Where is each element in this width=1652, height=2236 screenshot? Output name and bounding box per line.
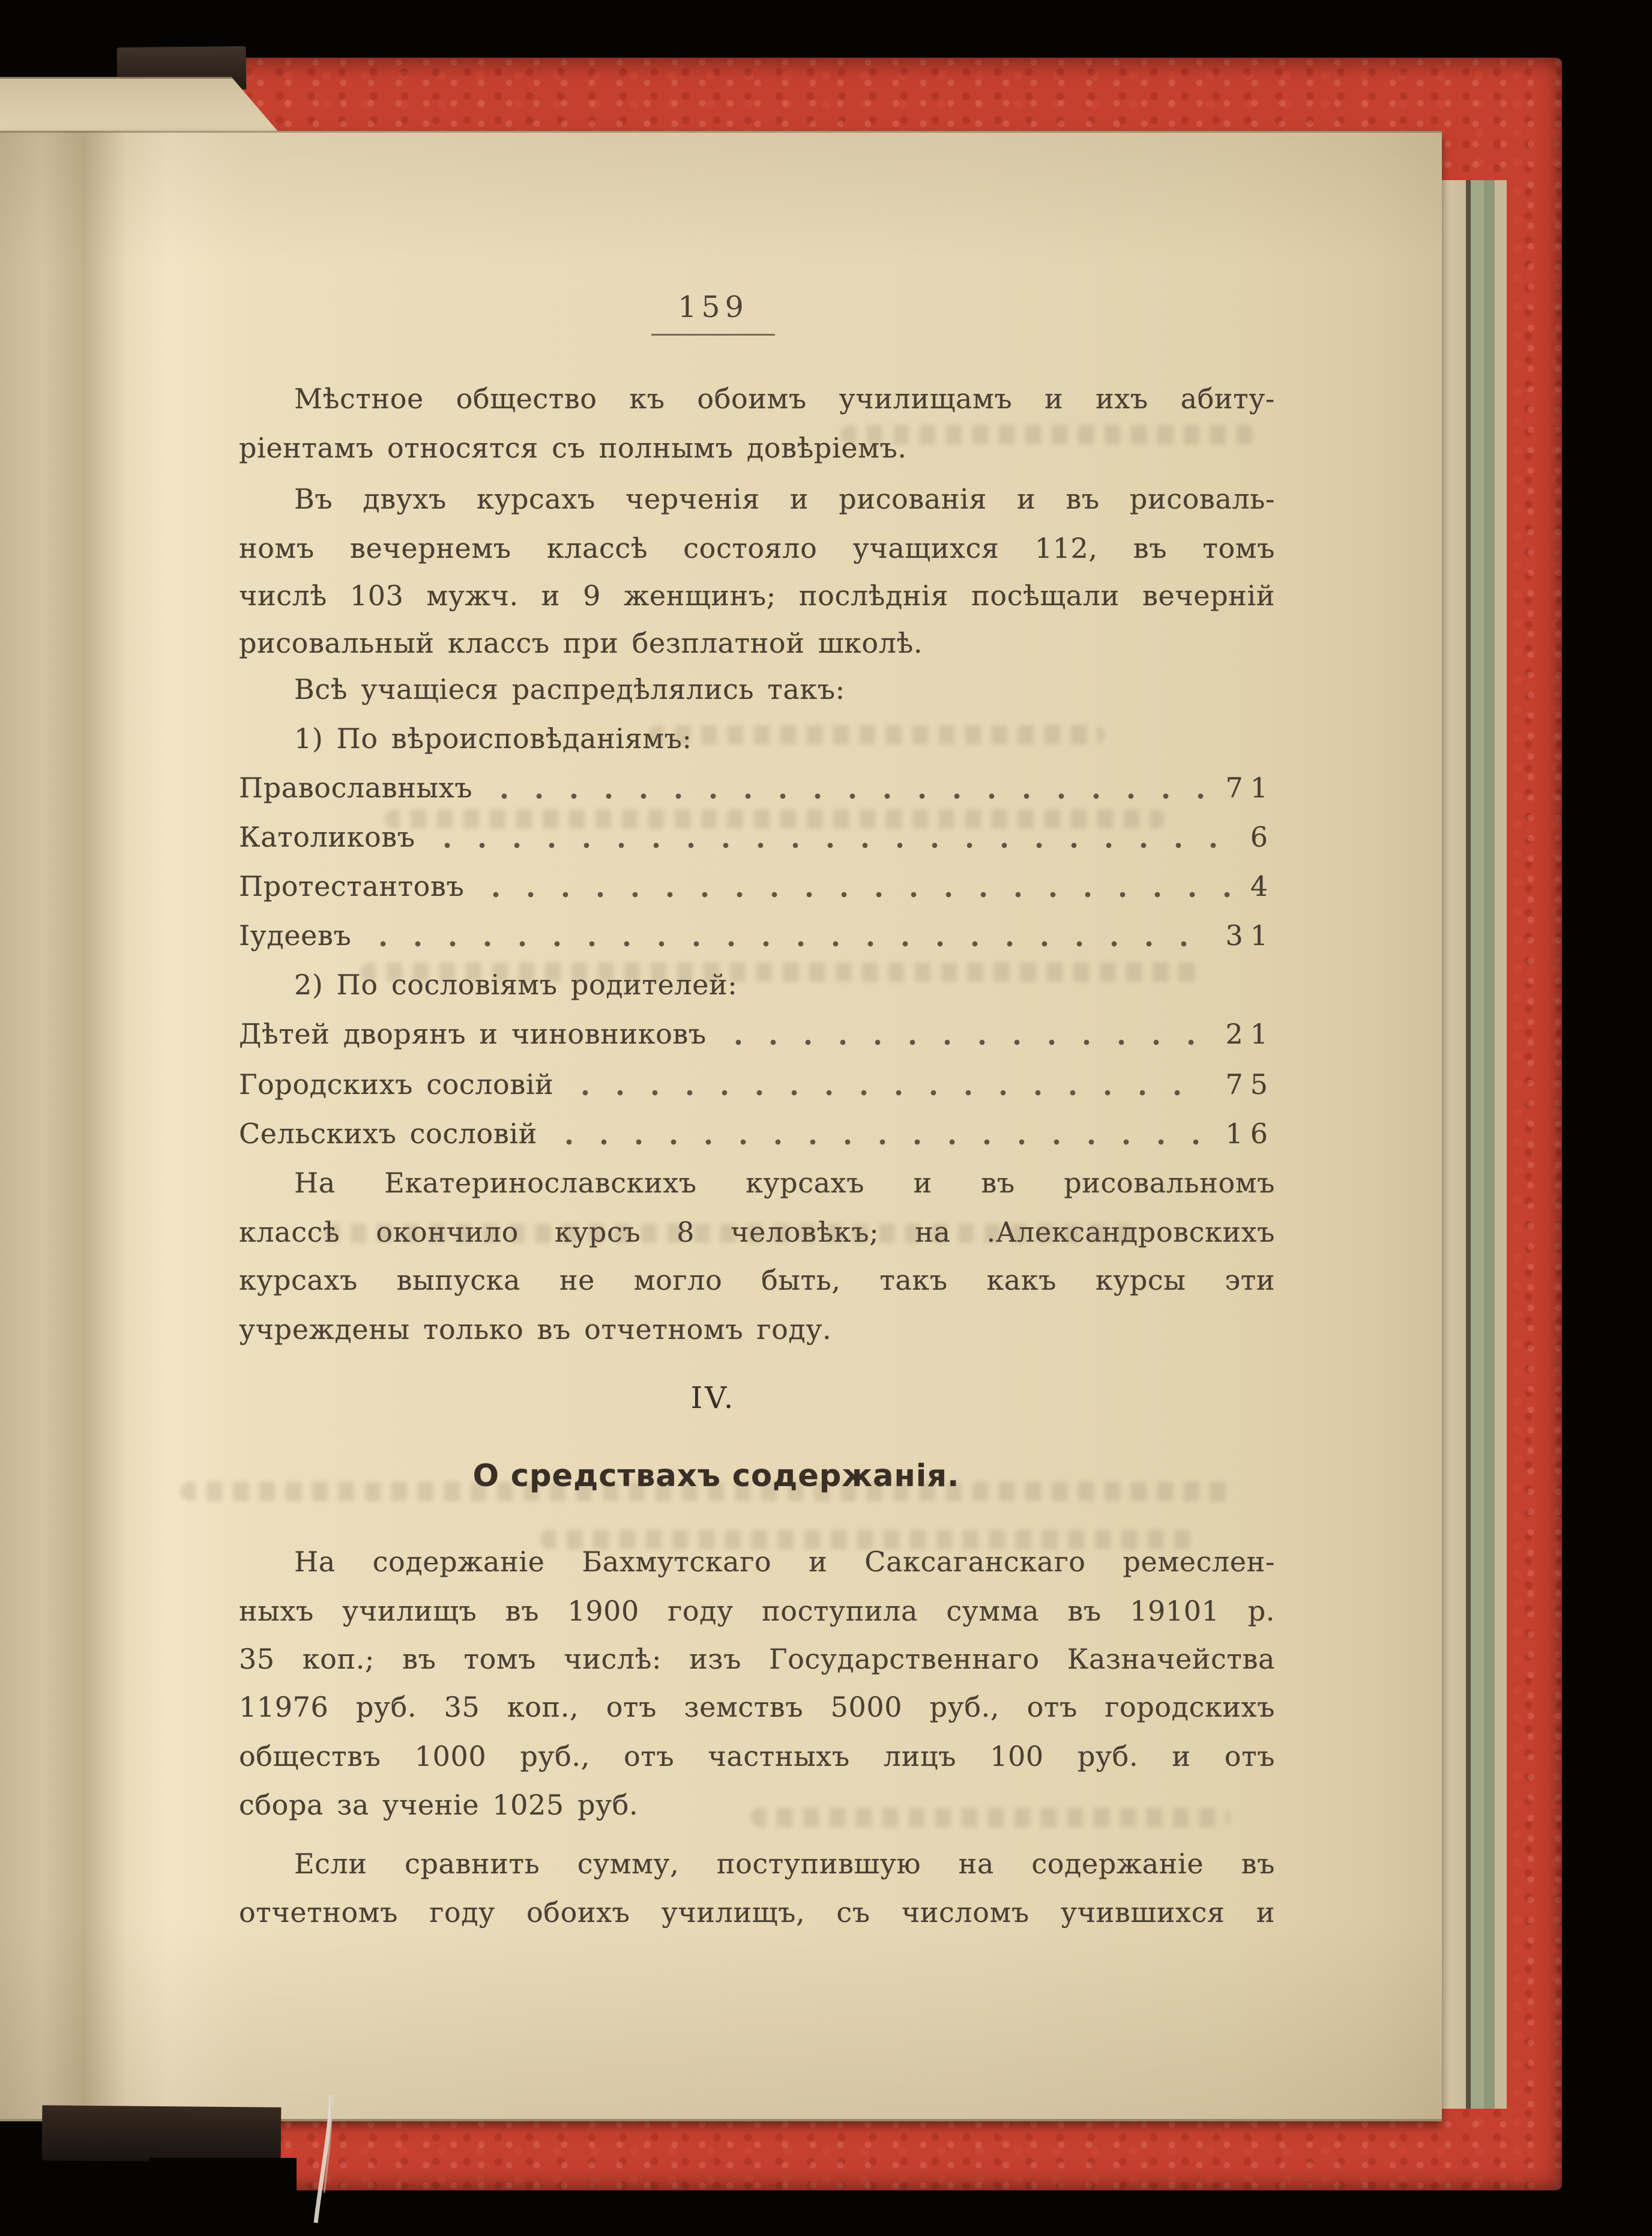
list-section-heading: 1) По вѣроисповѣданіямъ: xyxy=(294,722,692,755)
leader-row-value: 21 xyxy=(1225,1018,1275,1050)
text-line: классѣ окончило курсъ 8 человѣкъ; на .Александровскихъ xyxy=(239,1216,1275,1248)
book-spine-bottom xyxy=(42,2105,282,2162)
text-line: ныхъ училищъ въ 1900 году поступила сумма въ 19101 р. xyxy=(239,1595,1275,1627)
leader-row-label: Іудеевъ xyxy=(239,919,352,952)
leader-row xyxy=(239,1117,1275,1154)
dot-leader xyxy=(478,889,1234,899)
text-line: Въ двухъ курсахъ черченія и рисованія и въ рисоваль- xyxy=(294,483,1275,515)
leader-row-value: 6 xyxy=(1250,821,1275,853)
page-edge-strip xyxy=(1484,180,1495,2109)
leader-row-value: 16 xyxy=(1225,1117,1275,1150)
leader-row-label: Городскихъ сословій xyxy=(239,1068,554,1101)
text-line: числѣ 103 мужч. и 9 женщинъ; послѣднія посѣщали вечерній xyxy=(239,579,1275,612)
text-line: На Екатеринославскихъ курсахъ и въ рисовальномъ xyxy=(294,1167,1275,1199)
text-line: На содержаніе Бахмутскаго и Саксаганскаго ремеслен- xyxy=(294,1546,1275,1578)
leader-row xyxy=(239,771,1275,808)
leader-row-label: Протестантовъ xyxy=(239,870,465,902)
text-line: рисовальный классъ при безплатной школѣ. xyxy=(239,627,923,659)
text-line: курсахъ выпуска не могло быть, такъ какъ курсы эти xyxy=(239,1264,1275,1296)
leader-row-value: 4 xyxy=(1250,870,1275,902)
leader-row xyxy=(239,919,1275,956)
page-edge-strip xyxy=(1439,180,1466,2109)
list-section-heading: 2) По сословіямъ родителей: xyxy=(294,968,738,1001)
dot-leader xyxy=(366,938,1210,949)
text-line: 11976 руб. 35 коп., отъ земствъ 5000 руб., отъ городскихъ xyxy=(239,1691,1275,1723)
page-edge-strip xyxy=(1466,180,1471,2109)
dot-leader xyxy=(568,1087,1210,1098)
text-line: учреждены только въ отчетномъ году. xyxy=(239,1313,832,1346)
dot-leader xyxy=(552,1136,1210,1147)
leader-row-value: 71 xyxy=(1225,772,1275,804)
leader-row-label: Православныхъ xyxy=(239,772,473,804)
leader-row-value: 31 xyxy=(1225,919,1275,952)
leader-row xyxy=(239,1017,1275,1054)
text-line: Мѣстное общество къ обоимъ училищамъ и ихъ абиту- xyxy=(294,382,1275,415)
book-page xyxy=(0,131,1442,2121)
text-line: обществъ 1000 руб., отъ частныхъ лицъ 100 руб. и отъ xyxy=(239,1740,1275,1772)
dot-leader xyxy=(721,1036,1210,1047)
text-line: Если сравнить сумму, поступившую на содержаніе въ xyxy=(294,1848,1275,1880)
bookmark-thread xyxy=(293,2091,389,2229)
page-edge-strip xyxy=(1471,180,1484,2109)
page-edge-strip xyxy=(1495,180,1507,2109)
text-line: номъ вечернемъ классѣ состояло учащихся 112, въ томъ xyxy=(239,532,1275,564)
leader-row-value: 75 xyxy=(1225,1068,1275,1101)
list-intro: Всѣ учащіеся распредѣлялись такъ: xyxy=(294,673,845,706)
shadow-patch xyxy=(149,2158,297,2201)
dot-leader xyxy=(430,839,1235,850)
text-line: сбора за ученіе 1025 руб. xyxy=(239,1789,639,1821)
text-line: 35 коп.; въ томъ числѣ: изъ Государственнаго Казначейства xyxy=(239,1643,1275,1675)
text-line: отчетномъ году обоихъ училищъ, съ числомъ учившихся и xyxy=(239,1896,1275,1929)
leader-row-label: Сельскихъ сословій xyxy=(239,1117,537,1150)
chapter-number: IV. xyxy=(690,1380,736,1415)
page-number: 159 xyxy=(545,290,881,356)
text-line: ріентамъ относятся съ полнымъ довѣріемъ. xyxy=(239,432,907,464)
leader-row xyxy=(239,1068,1275,1105)
leader-row-label: Католиковъ xyxy=(239,821,415,853)
leader-row xyxy=(239,820,1275,857)
chapter-title: О средствахъ содержанія. xyxy=(472,1458,960,1494)
leader-row xyxy=(239,869,1275,907)
dot-leader xyxy=(487,790,1210,801)
leader-row-label: Дѣтей дворянъ и чиновниковъ xyxy=(239,1018,707,1050)
